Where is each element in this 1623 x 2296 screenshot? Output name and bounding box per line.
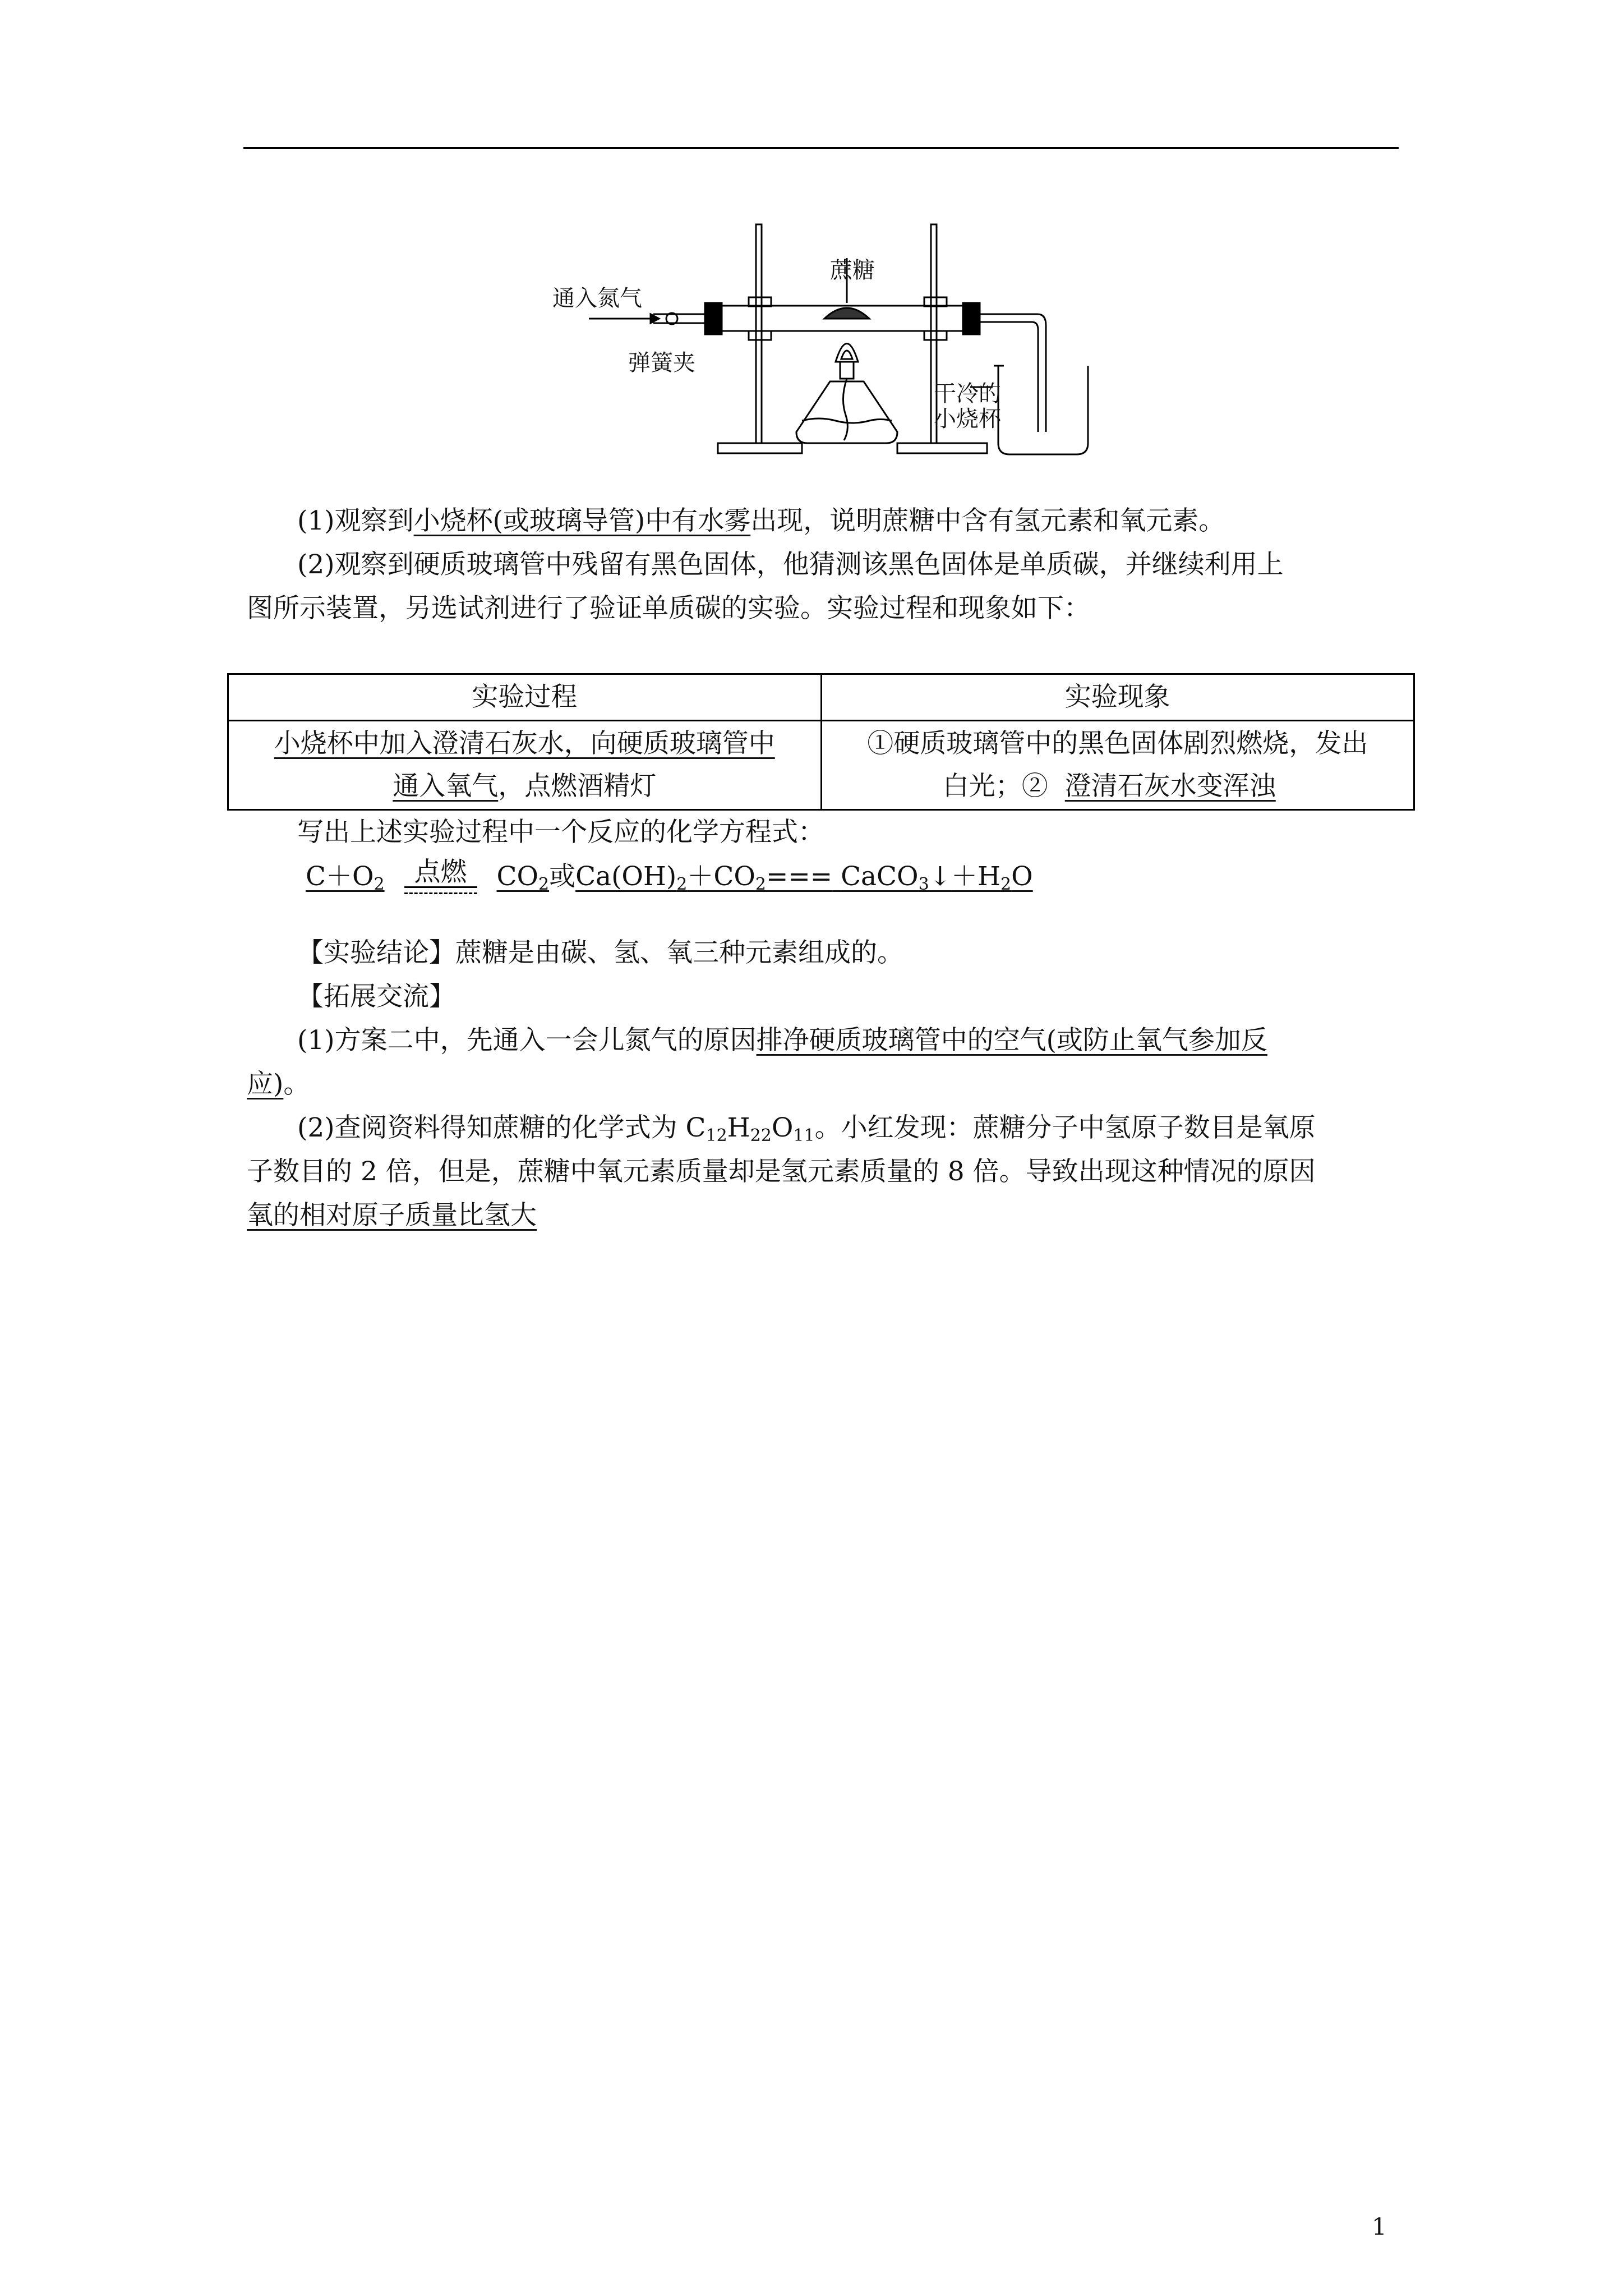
- label-clamp: 弹簧夹: [628, 350, 695, 376]
- left-stand-rod: [756, 224, 762, 449]
- nitrogen-arrow-head: [651, 314, 659, 323]
- process-line2: 通入氧气: [393, 771, 499, 802]
- ext2-line3: [247, 1194, 537, 1237]
- page-number: 1: [1372, 2213, 1387, 2240]
- process-line2-suffix: ，点燃酒精灯: [498, 771, 657, 802]
- eq-or: 或: [549, 861, 576, 892]
- q1-paragraph: [297, 499, 1225, 543]
- apparatus-figure: [538, 219, 1099, 477]
- conclusion: 【实验结论】蔗糖是由碳、氢、氧三种元素组成的。: [297, 937, 903, 968]
- label-beaker-1: 干冷的: [934, 381, 1001, 407]
- extend-title: 【拓展交流】: [297, 981, 455, 1012]
- sucrose-pile: [824, 308, 869, 319]
- ext1-line2: 应)。: [247, 1069, 310, 1099]
- apparatus-diagram: [538, 219, 1099, 477]
- eq-condition: 点燃: [414, 857, 467, 887]
- process-line1: 小烧杯中加入澄清石灰水，向硬质玻璃管中: [274, 728, 775, 759]
- ext2-answer: 氧的相对原子质量比氢大: [247, 1200, 537, 1231]
- left-stopper: [705, 303, 722, 334]
- header-phenomenon: 实验现象: [821, 674, 1414, 721]
- flame-inner: [841, 351, 852, 359]
- phenomenon-answer: 澄清石灰水变浑浊: [1064, 771, 1276, 802]
- q1-prefix: (1)观察到: [297, 505, 414, 536]
- lamp-wick: [843, 379, 847, 440]
- ext2-line2: 子数目的 2 倍，但是，蔗糖中氧元素质量却是氢元素质量的 8 倍。导致出现这种情况的原因: [247, 1156, 1316, 1187]
- left-clamp-lower: [749, 331, 771, 340]
- phenomenon-line2-prefix: 白光；②: [942, 771, 1048, 802]
- outlet-pipe-bend-inner: [1032, 322, 1038, 432]
- phenomenon-line1: ①硬质玻璃管中的黑色固体剧烈燃烧，发出: [867, 728, 1368, 759]
- eq-left: $C+O_2$: [306, 861, 385, 894]
- cell-phenomenon: [821, 721, 1414, 810]
- q1-suffix: 出现，说明蔗糖中含有氢元素和氧元素。: [750, 505, 1225, 536]
- label-sucrose: 蔗糖: [830, 257, 875, 283]
- label-beaker-2: 小烧杯: [934, 406, 1001, 432]
- eq-condition-block: [404, 857, 477, 894]
- eq-second: $Ca(OH)_2+CO_2===$ $CaCO_3↓+H_2O$: [575, 861, 1033, 894]
- q2-line1: (2)观察到硬质玻璃管中残留有黑色固体，他猜测该黑色固体是单质碳，并继续利用上: [297, 549, 1284, 580]
- right-stand-base: [897, 443, 987, 453]
- beaker: [998, 366, 1088, 454]
- ext2-line1: (2)查阅资料得知蔗糖的化学式为 $C_{12}H_{22}O_{11}$。小红发现：蔗糖分子中氢原子数目是氧原: [297, 1112, 1316, 1145]
- cell-process: [228, 721, 822, 810]
- label-nitrogen: 通入氮气: [552, 286, 642, 311]
- header-rule: [243, 147, 1399, 149]
- right-clamp-lower: [924, 331, 947, 340]
- equation-line: [306, 855, 1033, 894]
- eq-product1: $CO_2$: [496, 861, 550, 894]
- right-stopper: [963, 303, 980, 334]
- left-stand-base: [718, 443, 802, 453]
- q2-line2: 图所示装置，另选试剂进行了验证单质碳的实验。实验过程和现象如下：: [247, 593, 1090, 624]
- ext1-answer-1: 排净硬质玻璃管中的空气(或防止氧气参加反: [756, 1025, 1267, 1056]
- lamp-wick-holder: [840, 362, 854, 379]
- ext1-line1: (1)方案二中，先通入一会儿氮气的原因排净硬质玻璃管中的空气(或防止氧气参加反: [297, 1025, 1267, 1056]
- experiment-table: [227, 673, 1415, 811]
- equation-intro: 写出上述实验过程中一个反应的化学方程式：: [297, 817, 824, 848]
- header-process: 实验过程: [228, 674, 822, 721]
- eq-condition-rule-2: [404, 892, 477, 894]
- q1-answer: 小烧杯(或玻璃导管)中有水雾: [413, 505, 751, 536]
- ext1-answer-2: 应): [247, 1069, 284, 1099]
